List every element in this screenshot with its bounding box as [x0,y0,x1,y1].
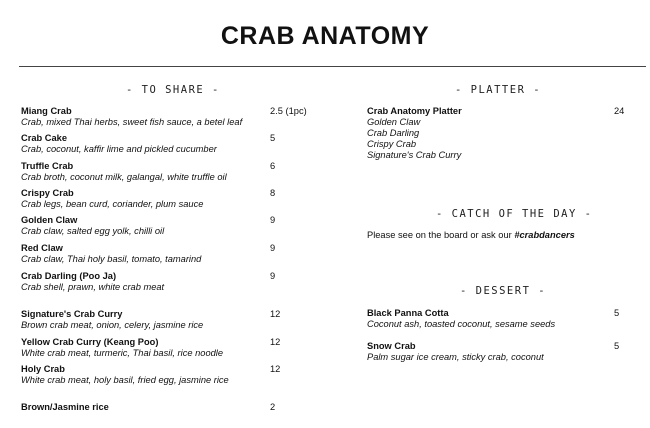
item-name: Miang Crab [21,106,72,116]
item-description: Coconut ash, toasted coconut, sesame seeds [367,319,556,329]
item-price: 5 [614,341,620,351]
item-name: Crab Darling (Poo Ja) [21,271,117,281]
item-name: Red Claw [21,243,63,253]
menu-item-crab-cake [21,133,217,155]
item-description: Crab claw, salted egg yolk, chilli oil [21,226,165,236]
to-share-heading: - TO SHARE - [126,84,220,96]
item-name: Yellow Crab Curry (Keang Poo) [21,337,159,347]
item-description: Palm sugar ice cream, sticky crab, coconut [367,352,544,362]
menu-item-crab-darling [21,271,164,293]
menu-item-miang-crab [21,106,242,128]
menu-title: CRAB ANATOMY [220,22,430,50]
item-price: 24 [614,106,625,116]
platter-content: Crispy Crab [367,139,417,149]
item-description: Crab claw, Thai holy basil, tomato, tamarind [21,254,202,264]
item-name: Golden Claw [21,215,78,225]
item-name: Holy Crab [21,364,65,374]
menu-item-rice [21,402,109,413]
item-description: Brown crab meat, onion, celery, jasmine rice [21,320,204,330]
item-price: 5 [270,133,276,143]
item-name: Crab Cake [21,133,67,143]
menu-item-golden-claw [21,215,164,237]
catch-text: Please see on the board or ask our [367,230,512,240]
catch-of-the-day-note [367,230,575,241]
menu-item-signature-crab-curry [21,309,203,331]
item-description: Crab broth, coconut milk, galangal, white truffle oil [21,172,227,182]
item-price: 2.5 (1pc) [270,106,307,116]
platter-content: Golden Claw [367,117,421,127]
item-price: 8 [270,188,276,198]
item-price: 12 [270,309,281,319]
platter-content: Signature's Crab Curry [367,150,462,160]
dessert-heading: - DESSERT - [460,285,547,297]
item-name: Brown/Jasmine rice [21,402,109,412]
item-description: Crab, mixed Thai herbs, sweet fish sauce, a betel leaf [21,117,243,127]
item-description: White crab meat, turmeric, Thai basil, rice noodle [21,348,224,358]
item-name: Crab Anatomy Platter [367,106,462,116]
item-price: 6 [270,161,276,171]
menu-item-snow-crab [367,341,544,363]
menu-item-black-panna-cotta [367,308,555,330]
menu-item-truffle-crab [21,161,227,183]
item-price: 9 [270,271,276,281]
catch-hashtag: #crabdancers [514,230,575,240]
item-price: 9 [270,243,276,253]
menu-item-yellow-crab-curry [21,337,223,359]
item-name: Crispy Crab [21,188,74,198]
menu-item-crispy-crab [21,188,203,210]
menu-item-red-claw [21,243,201,265]
catch-of-the-day-heading: - CATCH OF THE DAY - [436,208,593,220]
item-description: Crab legs, bean curd, coriander, plum sauce [21,199,204,209]
title-divider [19,66,646,67]
item-price: 12 [270,364,281,374]
item-description: Crab shell, prawn, white crab meat [21,282,165,292]
item-price: 12 [270,337,281,347]
menu-item-platter [367,106,462,161]
platter-heading: - PLATTER - [455,84,542,96]
item-name: Truffle Crab [21,161,74,171]
item-name: Signature's Crab Curry [21,309,123,319]
item-price: 2 [270,402,276,412]
item-name: Black Panna Cotta [367,308,449,318]
item-price: 5 [614,308,620,318]
platter-content: Crab Darling [367,128,420,138]
menu-item-holy-crab [21,364,229,386]
item-description: Crab, coconut, kaffir lime and pickled cucumber [21,144,217,154]
item-price: 9 [270,215,276,225]
item-name: Snow Crab [367,341,416,351]
item-description: White crab meat, holy basil, fried egg, jasmine rice [21,375,229,385]
